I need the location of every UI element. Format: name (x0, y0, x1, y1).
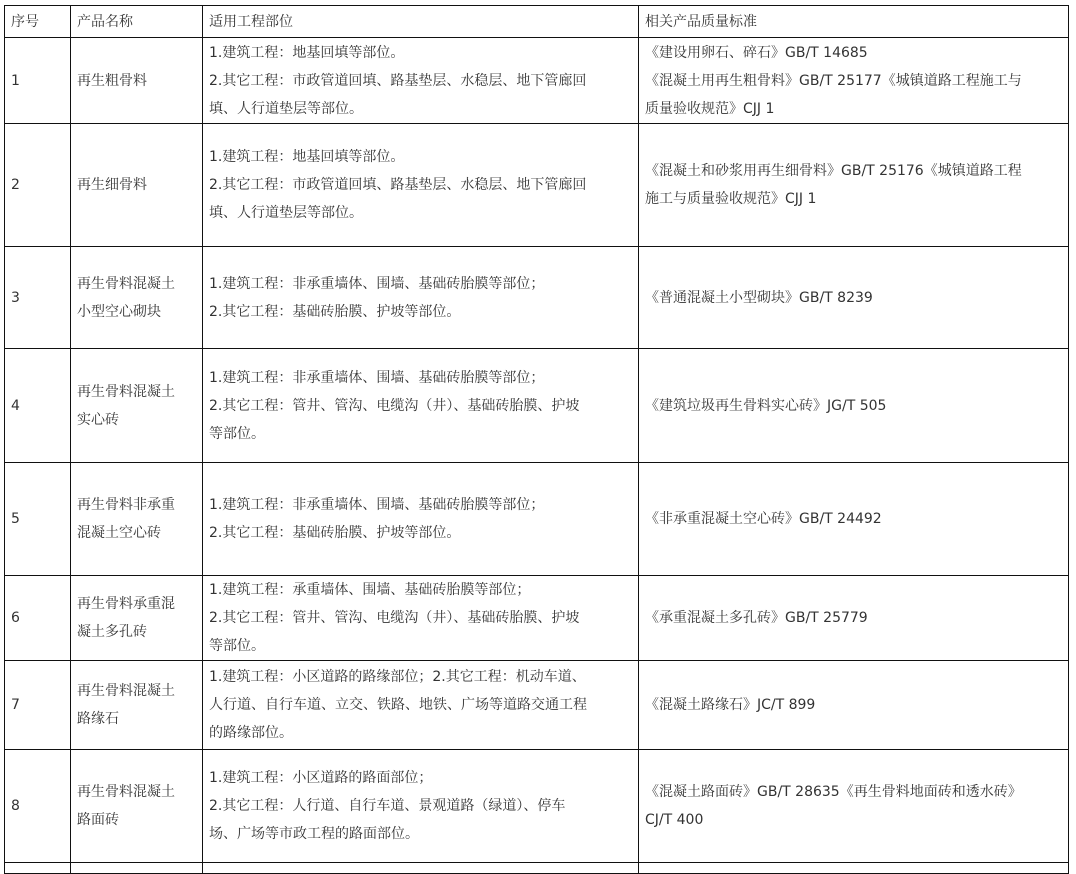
quality-standard-cell (639, 124, 1069, 247)
product-name-line: 混凝土空心砖 (77, 525, 161, 541)
product-name-cell (71, 463, 203, 576)
product-standards-table (4, 5, 1069, 874)
table-row (5, 247, 1069, 349)
product-name-line: 路面砖 (77, 812, 119, 828)
table-row (5, 349, 1069, 463)
table-row (5, 124, 1069, 247)
product-name-cell (71, 247, 203, 349)
product-name-line: 小型空心砌块 (77, 303, 161, 320)
quality-standard-cell (639, 38, 1069, 124)
applicable-parts-line: 人行道、自行车道、立交、铁路、地铁、广场等道路交通工程 (209, 697, 587, 713)
applicable-parts-line: 2.其它工程：基础砖胎膜、护坡等部位。 (209, 525, 461, 541)
product-name-line: 再生骨料混凝土 (77, 784, 175, 800)
table-row (5, 576, 1069, 661)
applicable-parts-cell (203, 576, 639, 661)
row-number: 5 (5, 463, 71, 576)
product-name-cell (71, 750, 203, 863)
row-number: 3 (5, 247, 71, 349)
quality-standard-line: 施工与质量验收规范》CJJ 1 (645, 191, 817, 207)
table-header-row (5, 6, 1069, 38)
applicable-parts-line: 2.其它工程：基础砖胎膜、护坡等部位。 (209, 303, 461, 320)
applicable-parts-line: 填、人行道垫层等部位。 (209, 100, 363, 117)
applicable-parts-cell (203, 124, 639, 247)
applicable-parts-line: 1.建筑工程：小区道路的路面部位； (209, 770, 433, 786)
quality-standard-cell (639, 661, 1069, 750)
table-row (5, 38, 1069, 124)
product-name-line: 路缘石 (77, 711, 119, 727)
quality-standard-cell (639, 750, 1069, 863)
product-name-line: 再生骨料混凝土 (77, 275, 175, 292)
applicable-parts-line: 填、人行道垫层等部位。 (209, 205, 363, 221)
applicable-parts-line: 1.建筑工程：地基回填等部位。 (209, 44, 405, 61)
empty-cell (639, 863, 1069, 874)
applicable-parts-line: 1.建筑工程：非承重墙体、围墙、基础砖胎膜等部位； (209, 497, 545, 513)
quality-standard-line: 《混凝土路面砖》GB/T 28635《再生骨料地面砖和透水砖》 (645, 784, 1022, 800)
applicable-parts-line: 场、广场等市政工程的路面部位。 (209, 826, 419, 842)
applicable-parts-cell (203, 247, 639, 349)
product-name-cell (71, 576, 203, 661)
applicable-parts-line: 2.其它工程：市政管道回填、路基垫层、水稳层、地下管廊回 (209, 177, 587, 193)
row-number: 4 (5, 349, 71, 463)
applicable-parts-line: 1.建筑工程：小区道路的路缘部位；2.其它工程：机动车道、 (209, 669, 586, 685)
product-name-line: 再生骨料混凝土 (77, 683, 175, 699)
applicable-parts-line: 2.其它工程：管井、管沟、电缆沟（井）、基础砖胎膜、护坡 (209, 397, 580, 414)
applicable-parts-line: 1.建筑工程：非承重墙体、围墙、基础砖胎膜等部位； (209, 369, 545, 386)
quality-standard-cell (639, 349, 1069, 463)
table-row (5, 750, 1069, 863)
product-name-cell (71, 661, 203, 750)
table-row-partial (5, 863, 1069, 874)
row-number: 2 (5, 124, 71, 247)
quality-standard-line: 《建筑垃圾再生骨料实心砖》JG/T 505 (645, 397, 887, 414)
quality-standard-line: 质量验收规范》CJJ 1 (645, 100, 775, 117)
product-name-cell (71, 38, 203, 124)
header-product-name: 产品名称 (71, 6, 203, 38)
applicable-parts-line: 1.建筑工程：地基回填等部位。 (209, 149, 405, 165)
header-applicable-parts: 适用工程部位 (203, 6, 639, 38)
quality-standard-line: 《承重混凝土多孔砖》GB/T 25779 (645, 610, 868, 626)
quality-standard-line: CJ/T 400 (645, 812, 704, 828)
row-number: 8 (5, 750, 71, 863)
header-no: 序号 (5, 6, 71, 38)
quality-standard-line: 《混凝土用再生粗骨料》GB/T 25177《城镇道路工程施工与 (645, 72, 1022, 89)
quality-standard-cell (639, 576, 1069, 661)
empty-cell (71, 863, 203, 874)
header-quality-standard: 相关产品质量标准 (639, 6, 1069, 38)
row-number: 7 (5, 661, 71, 750)
quality-standard-cell (639, 247, 1069, 349)
quality-standard-line: 《混凝土路缘石》JC/T 899 (645, 697, 816, 713)
applicable-parts-cell (203, 349, 639, 463)
applicable-parts-cell (203, 750, 639, 863)
quality-standard-line: 《普通混凝土小型砌块》GB/T 8239 (645, 289, 873, 306)
quality-standard-line: 《混凝土和砂浆用再生细骨料》GB/T 25176《城镇道路工程 (645, 163, 1022, 179)
row-number: 6 (5, 576, 71, 661)
product-name-line: 实心砖 (77, 411, 119, 428)
quality-standard-line: 《建设用卵石、碎石》GB/T 14685 (645, 44, 868, 61)
product-name-line: 再生骨料混凝土 (77, 383, 175, 400)
product-name-line: 再生骨料承重混 (77, 596, 175, 612)
applicable-parts-line: 1.建筑工程：承重墙体、围墙、基础砖胎膜等部位； (209, 582, 531, 598)
product-name-line: 再生粗骨料 (77, 72, 147, 89)
row-number: 1 (5, 38, 71, 124)
applicable-parts-line: 1.建筑工程：非承重墙体、围墙、基础砖胎膜等部位； (209, 275, 545, 292)
product-name-cell (71, 124, 203, 247)
applicable-parts-line: 等部位。 (209, 638, 265, 654)
product-name-cell (71, 349, 203, 463)
applicable-parts-line: 2.其它工程：管井、管沟、电缆沟（井）、基础砖胎膜、护坡 (209, 610, 580, 626)
applicable-parts-line: 2.其它工程：人行道、自行车道、景观道路（绿道）、停车 (209, 798, 566, 814)
product-name-line: 凝土多孔砖 (77, 624, 147, 640)
applicable-parts-line: 2.其它工程：市政管道回填、路基垫层、水稳层、地下管廊回 (209, 72, 587, 89)
applicable-parts-cell (203, 463, 639, 576)
table-row (5, 661, 1069, 750)
product-name-line: 再生骨料非承重 (77, 497, 175, 513)
applicable-parts-line: 等部位。 (209, 425, 265, 442)
applicable-parts-cell (203, 661, 639, 750)
product-name-line: 再生细骨料 (77, 177, 147, 193)
quality-standard-cell (639, 463, 1069, 576)
table-row (5, 463, 1069, 576)
empty-cell (5, 863, 71, 874)
applicable-parts-cell (203, 38, 639, 124)
empty-cell (203, 863, 639, 874)
quality-standard-line: 《非承重混凝土空心砖》GB/T 24492 (645, 511, 882, 527)
applicable-parts-line: 的路缘部位。 (209, 725, 293, 741)
